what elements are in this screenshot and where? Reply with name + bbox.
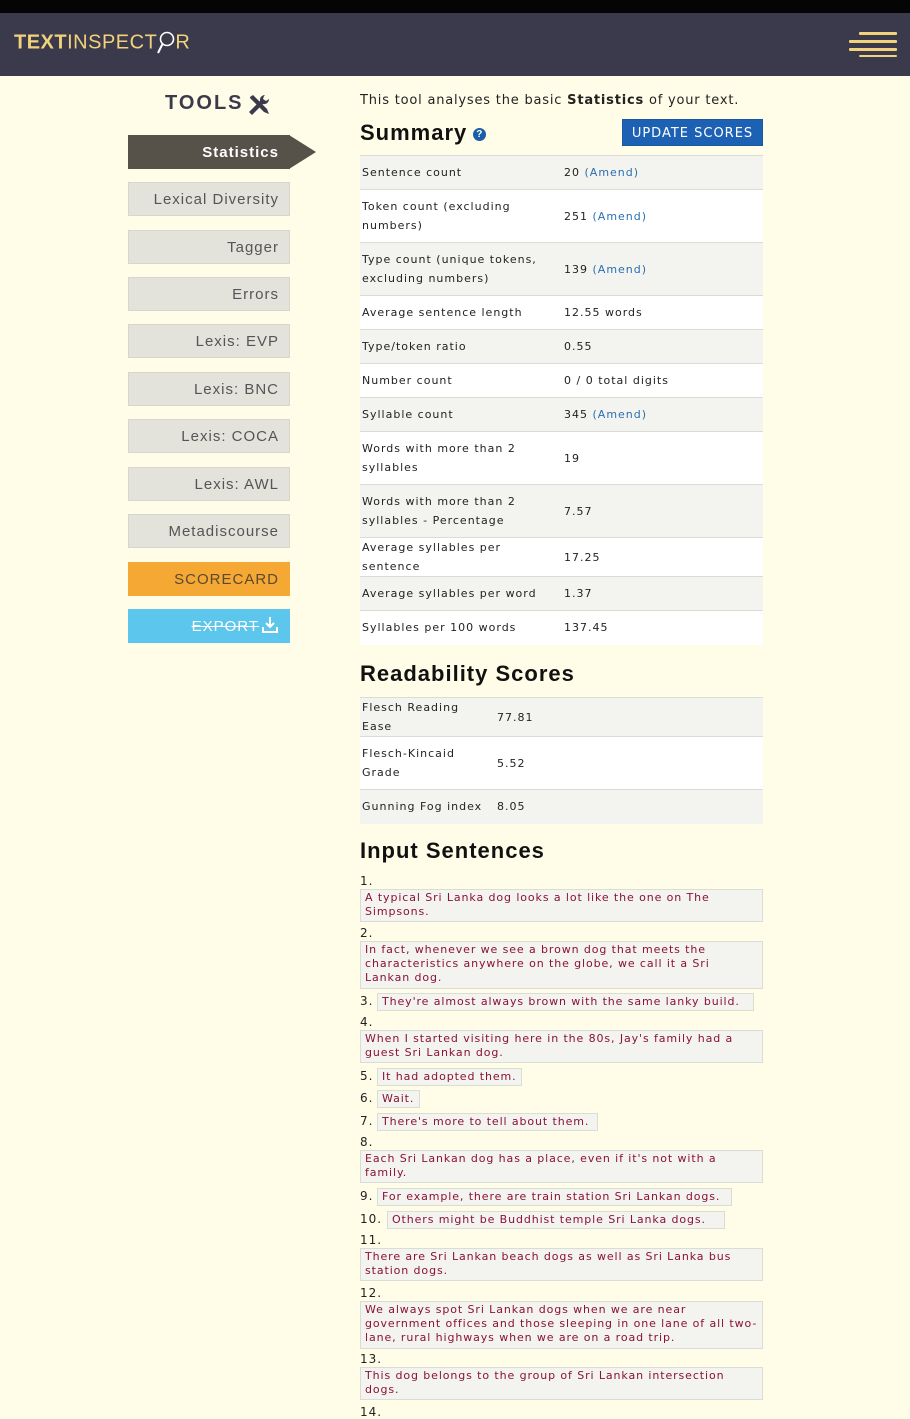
summary-heading: Summary ? xyxy=(360,120,486,146)
summary-value: 1.37 xyxy=(562,577,763,611)
input-sentences-heading: Input Sentences xyxy=(360,838,545,863)
summary-value: 0.55 xyxy=(562,330,763,364)
summary-label: Syllables per 100 words xyxy=(360,611,562,645)
amend-link[interactable]: (Amend) xyxy=(588,209,648,223)
sentence-text[interactable]: Each Sri Lankan dog has a place, even if it's not with a family. xyxy=(360,1150,763,1183)
sentence-text[interactable]: This dog belongs to the group of Sri Lankan intersection dogs. xyxy=(360,1367,763,1400)
sentence-text[interactable]: There's more to tell about them. xyxy=(377,1113,598,1131)
summary-value: 0 / 0 total digits xyxy=(562,364,763,398)
summary-row xyxy=(360,398,763,432)
sentence-number: 8. xyxy=(360,1135,374,1149)
summary-row xyxy=(360,330,763,364)
sentence-text[interactable]: It had adopted them. xyxy=(377,1068,522,1086)
sentence-number: 2. xyxy=(360,926,374,940)
readability-row xyxy=(360,698,763,737)
download-icon xyxy=(261,616,279,634)
export-button[interactable]: EXPORT xyxy=(128,609,290,643)
intro-text: This tool analyses the basic Statistics of your text. xyxy=(360,93,740,108)
summary-row xyxy=(360,577,763,611)
update-scores-button[interactable]: UPDATE SCORES xyxy=(622,119,763,146)
tools-title: TOOLS xyxy=(165,92,244,115)
summary-value: 251 (Amend) xyxy=(562,190,763,243)
readability-value: 8.05 xyxy=(495,790,763,824)
summary-value: 19 xyxy=(562,432,763,485)
sentence-number: 7. xyxy=(360,1114,374,1128)
tools-icon xyxy=(247,93,271,117)
summary-row xyxy=(360,190,763,243)
summary-table xyxy=(360,155,763,645)
summary-label: Number count xyxy=(360,364,562,398)
sentence-text[interactable]: In fact, whenever we see a brown dog that meets the characteristics anywhere on the globe, we call it a Sri Lankan dog. xyxy=(360,941,763,989)
summary-value: 137.45 xyxy=(562,611,763,645)
sentence-number: 14. xyxy=(360,1405,383,1419)
readability-value: 77.81 xyxy=(495,698,763,737)
summary-label: Syllable count xyxy=(360,398,562,432)
sidebar-item-lexis-awl[interactable]: Lexis: AWL xyxy=(128,467,290,501)
text-inspector-logo[interactable]: TEXTINSPECT R xyxy=(14,30,190,56)
summary-value: 345 (Amend) xyxy=(562,398,763,432)
summary-row xyxy=(360,538,763,577)
amend-link[interactable]: (Amend) xyxy=(588,262,648,276)
summary-row xyxy=(360,243,763,296)
sidebar-item-lexis-coca[interactable]: Lexis: COCA xyxy=(128,419,290,453)
summary-label: Type count (unique tokens, excluding numbers) xyxy=(360,243,562,296)
sentence-number: 9. xyxy=(360,1189,374,1203)
summary-value: 139 (Amend) xyxy=(562,243,763,296)
readability-table xyxy=(360,697,763,824)
readability-row xyxy=(360,790,763,824)
sidebar-item-lexical-diversity[interactable]: Lexical Diversity xyxy=(128,182,290,216)
readability-label: Flesch Reading Ease xyxy=(360,698,495,737)
question-icon[interactable]: ? xyxy=(473,128,486,141)
sentence-number: 13. xyxy=(360,1352,383,1366)
summary-label: Type/token ratio xyxy=(360,330,562,364)
sentence-text[interactable]: Wait. xyxy=(377,1090,420,1108)
hamburger-menu-icon[interactable] xyxy=(849,32,897,56)
sidebar-item-errors[interactable]: Errors xyxy=(128,277,290,311)
sentence-text[interactable]: For example, there are train station Sri Lankan dogs. xyxy=(377,1188,732,1206)
summary-row xyxy=(360,485,763,538)
summary-label: Sentence count xyxy=(360,156,562,190)
sentence-text[interactable]: They're almost always brown with the same lanky build. xyxy=(377,993,754,1011)
sidebar-item-metadiscourse[interactable]: Metadiscourse xyxy=(128,514,290,548)
sentence-text[interactable]: There are Sri Lankan beach dogs as well as Sri Lanka bus station dogs. xyxy=(360,1248,763,1281)
summary-label: Average syllables per sentence xyxy=(360,538,562,577)
sentence-number: 3. xyxy=(360,994,374,1008)
summary-row xyxy=(360,296,763,330)
sidebar-item-lexis-bnc[interactable]: Lexis: BNC xyxy=(128,372,290,406)
sidebar-item-statistics[interactable]: Statistics xyxy=(128,135,290,169)
readability-label: Gunning Fog index xyxy=(360,790,495,824)
summary-row xyxy=(360,364,763,398)
summary-label: Average syllables per word xyxy=(360,577,562,611)
amend-link[interactable]: (Amend) xyxy=(588,408,648,421)
summary-value: 17.25 xyxy=(562,538,763,577)
summary-label: Token count (excluding numbers) xyxy=(360,190,562,243)
readability-row xyxy=(360,737,763,790)
sentence-text[interactable]: When I started visiting here in the 80s, Jay's family had a guest Sri Lankan dog. xyxy=(360,1030,763,1063)
readability-label: Flesch-Kincaid Grade xyxy=(360,737,495,790)
summary-value: 20 (Amend) xyxy=(562,156,763,190)
summary-label: Average sentence length xyxy=(360,296,562,330)
readability-heading: Readability Scores xyxy=(360,661,575,686)
top-black-strip xyxy=(0,0,910,13)
sentence-number: 10. xyxy=(360,1212,383,1226)
summary-value: 7.57 xyxy=(562,485,763,538)
summary-row xyxy=(360,156,763,190)
sentence-number: 12. xyxy=(360,1286,383,1300)
sentence-number: 5. xyxy=(360,1069,374,1083)
magnifier-o-icon xyxy=(157,30,175,56)
summary-row xyxy=(360,611,763,645)
sentence-number: 11. xyxy=(360,1233,383,1247)
summary-row xyxy=(360,432,763,485)
readability-value: 5.52 xyxy=(495,737,763,790)
sentence-text[interactable]: Others might be Buddhist temple Sri Lanka dogs. xyxy=(387,1211,725,1229)
amend-link[interactable]: (Amend) xyxy=(580,166,640,179)
sentence-number: 1. xyxy=(360,874,374,888)
summary-label: Words with more than 2 syllables - Percentage xyxy=(360,485,562,538)
summary-value: 12.55 words xyxy=(562,296,763,330)
sentence-number: 4. xyxy=(360,1015,374,1029)
sentence-number: 6. xyxy=(360,1091,374,1105)
sentence-text[interactable]: We always spot Sri Lankan dogs when we are near government offices and those sleeping in one lane of all two-lane, rural highways when we are on a road trip. xyxy=(360,1301,763,1349)
summary-label: Words with more than 2 syllables xyxy=(360,432,562,485)
scorecard-button[interactable]: SCORECARD xyxy=(128,562,290,596)
sidebar-item-tagger[interactable]: Tagger xyxy=(128,230,290,264)
sidebar-item-lexis-evp[interactable]: Lexis: EVP xyxy=(128,324,290,358)
sentence-text[interactable]: A typical Sri Lanka dog looks a lot like the one on The Simpsons. xyxy=(360,889,763,922)
